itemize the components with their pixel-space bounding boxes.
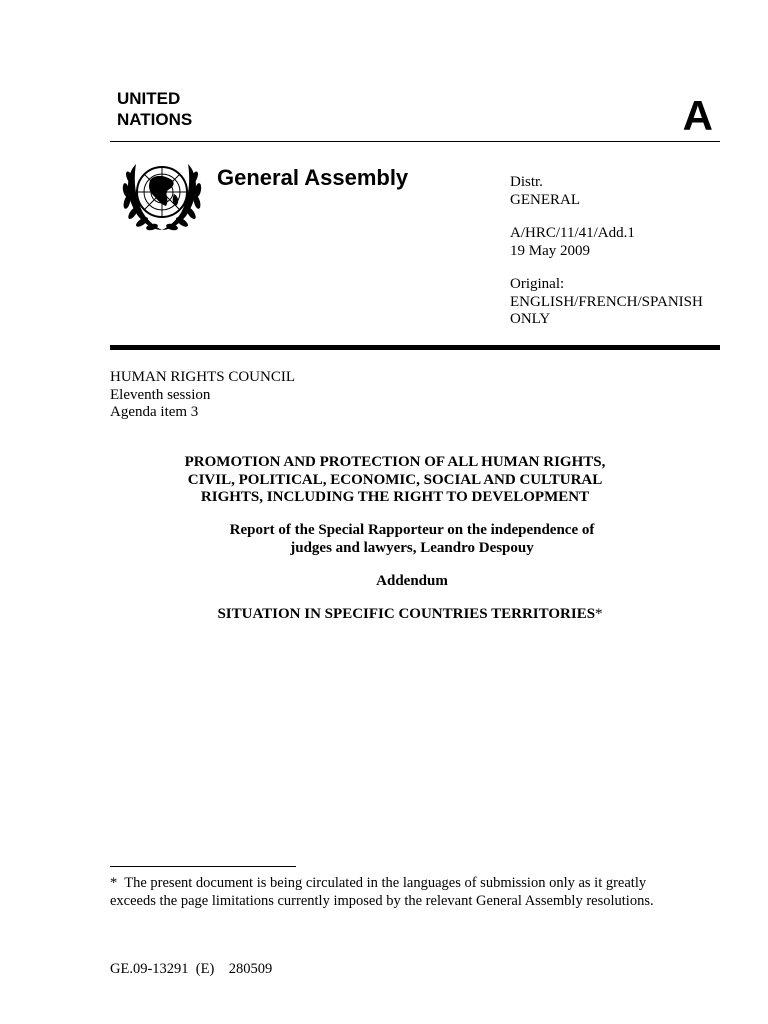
- un-emblem-icon: [116, 156, 208, 232]
- addendum-heading: Addendum: [376, 573, 448, 589]
- document-date: 19 May 2009: [510, 242, 590, 259]
- main-title-line3: RIGHTS, INCLUDING THE RIGHT TO DEVELOPMENT: [200, 489, 590, 505]
- original-label: Original:: [510, 276, 565, 292]
- organization-name: [117, 88, 192, 130]
- council-name: HUMAN RIGHTS COUNCIL: [110, 369, 296, 385]
- session-name: Eleventh session: [110, 386, 211, 403]
- situation-heading: [160, 606, 660, 624]
- document-symbol-letter: A: [682, 92, 713, 139]
- main-title: [110, 454, 680, 507]
- report-title: [222, 522, 602, 557]
- footnote-line1: * The present document is being circulated in the languages of submission only as it greatly: [110, 875, 647, 891]
- distr-value: GENERAL: [510, 191, 580, 208]
- report-title-line1: Report of the Special Rapporteur on the independence of: [229, 522, 595, 538]
- header-divider: [110, 141, 720, 142]
- report-title-line2: judges and lawyers, Leandro Despouy: [290, 539, 534, 556]
- situation-heading-text: SITUATION IN SPECIFIC COUNTRIES TERRITORIES: [217, 606, 596, 622]
- document-reference: GE.09-13291 (E) 280509: [110, 961, 273, 977]
- header-thick-divider: [110, 345, 720, 350]
- original-languages: ENGLISH/FRENCH/SPANISH: [510, 293, 703, 310]
- agenda-item: Agenda item 3: [110, 404, 199, 420]
- footnote-divider: [110, 866, 296, 867]
- org-name-line2: NATIONS: [117, 110, 193, 129]
- distribution-block: [510, 174, 703, 329]
- org-name-line1: UNITED: [117, 89, 181, 108]
- document-symbol-code: A/HRC/11/41/Add.1: [510, 225, 635, 241]
- footnote-line2: exceeds the page limitations currently imposed by the relevant General Assembly resolutions.: [110, 892, 654, 909]
- session-block: [110, 369, 295, 422]
- footnote-marker: *: [595, 606, 603, 622]
- distr-label: Distr.: [510, 174, 543, 190]
- organ-title: General Assembly: [217, 165, 409, 190]
- footnote: [110, 875, 710, 910]
- main-title-line1: PROMOTION AND PROTECTION OF ALL HUMAN RIGHTS,: [184, 454, 606, 470]
- original-languages-suffix: ONLY: [510, 311, 551, 327]
- main-title-line2: CIVIL, POLITICAL, ECONOMIC, SOCIAL AND CULTURAL: [187, 471, 603, 488]
